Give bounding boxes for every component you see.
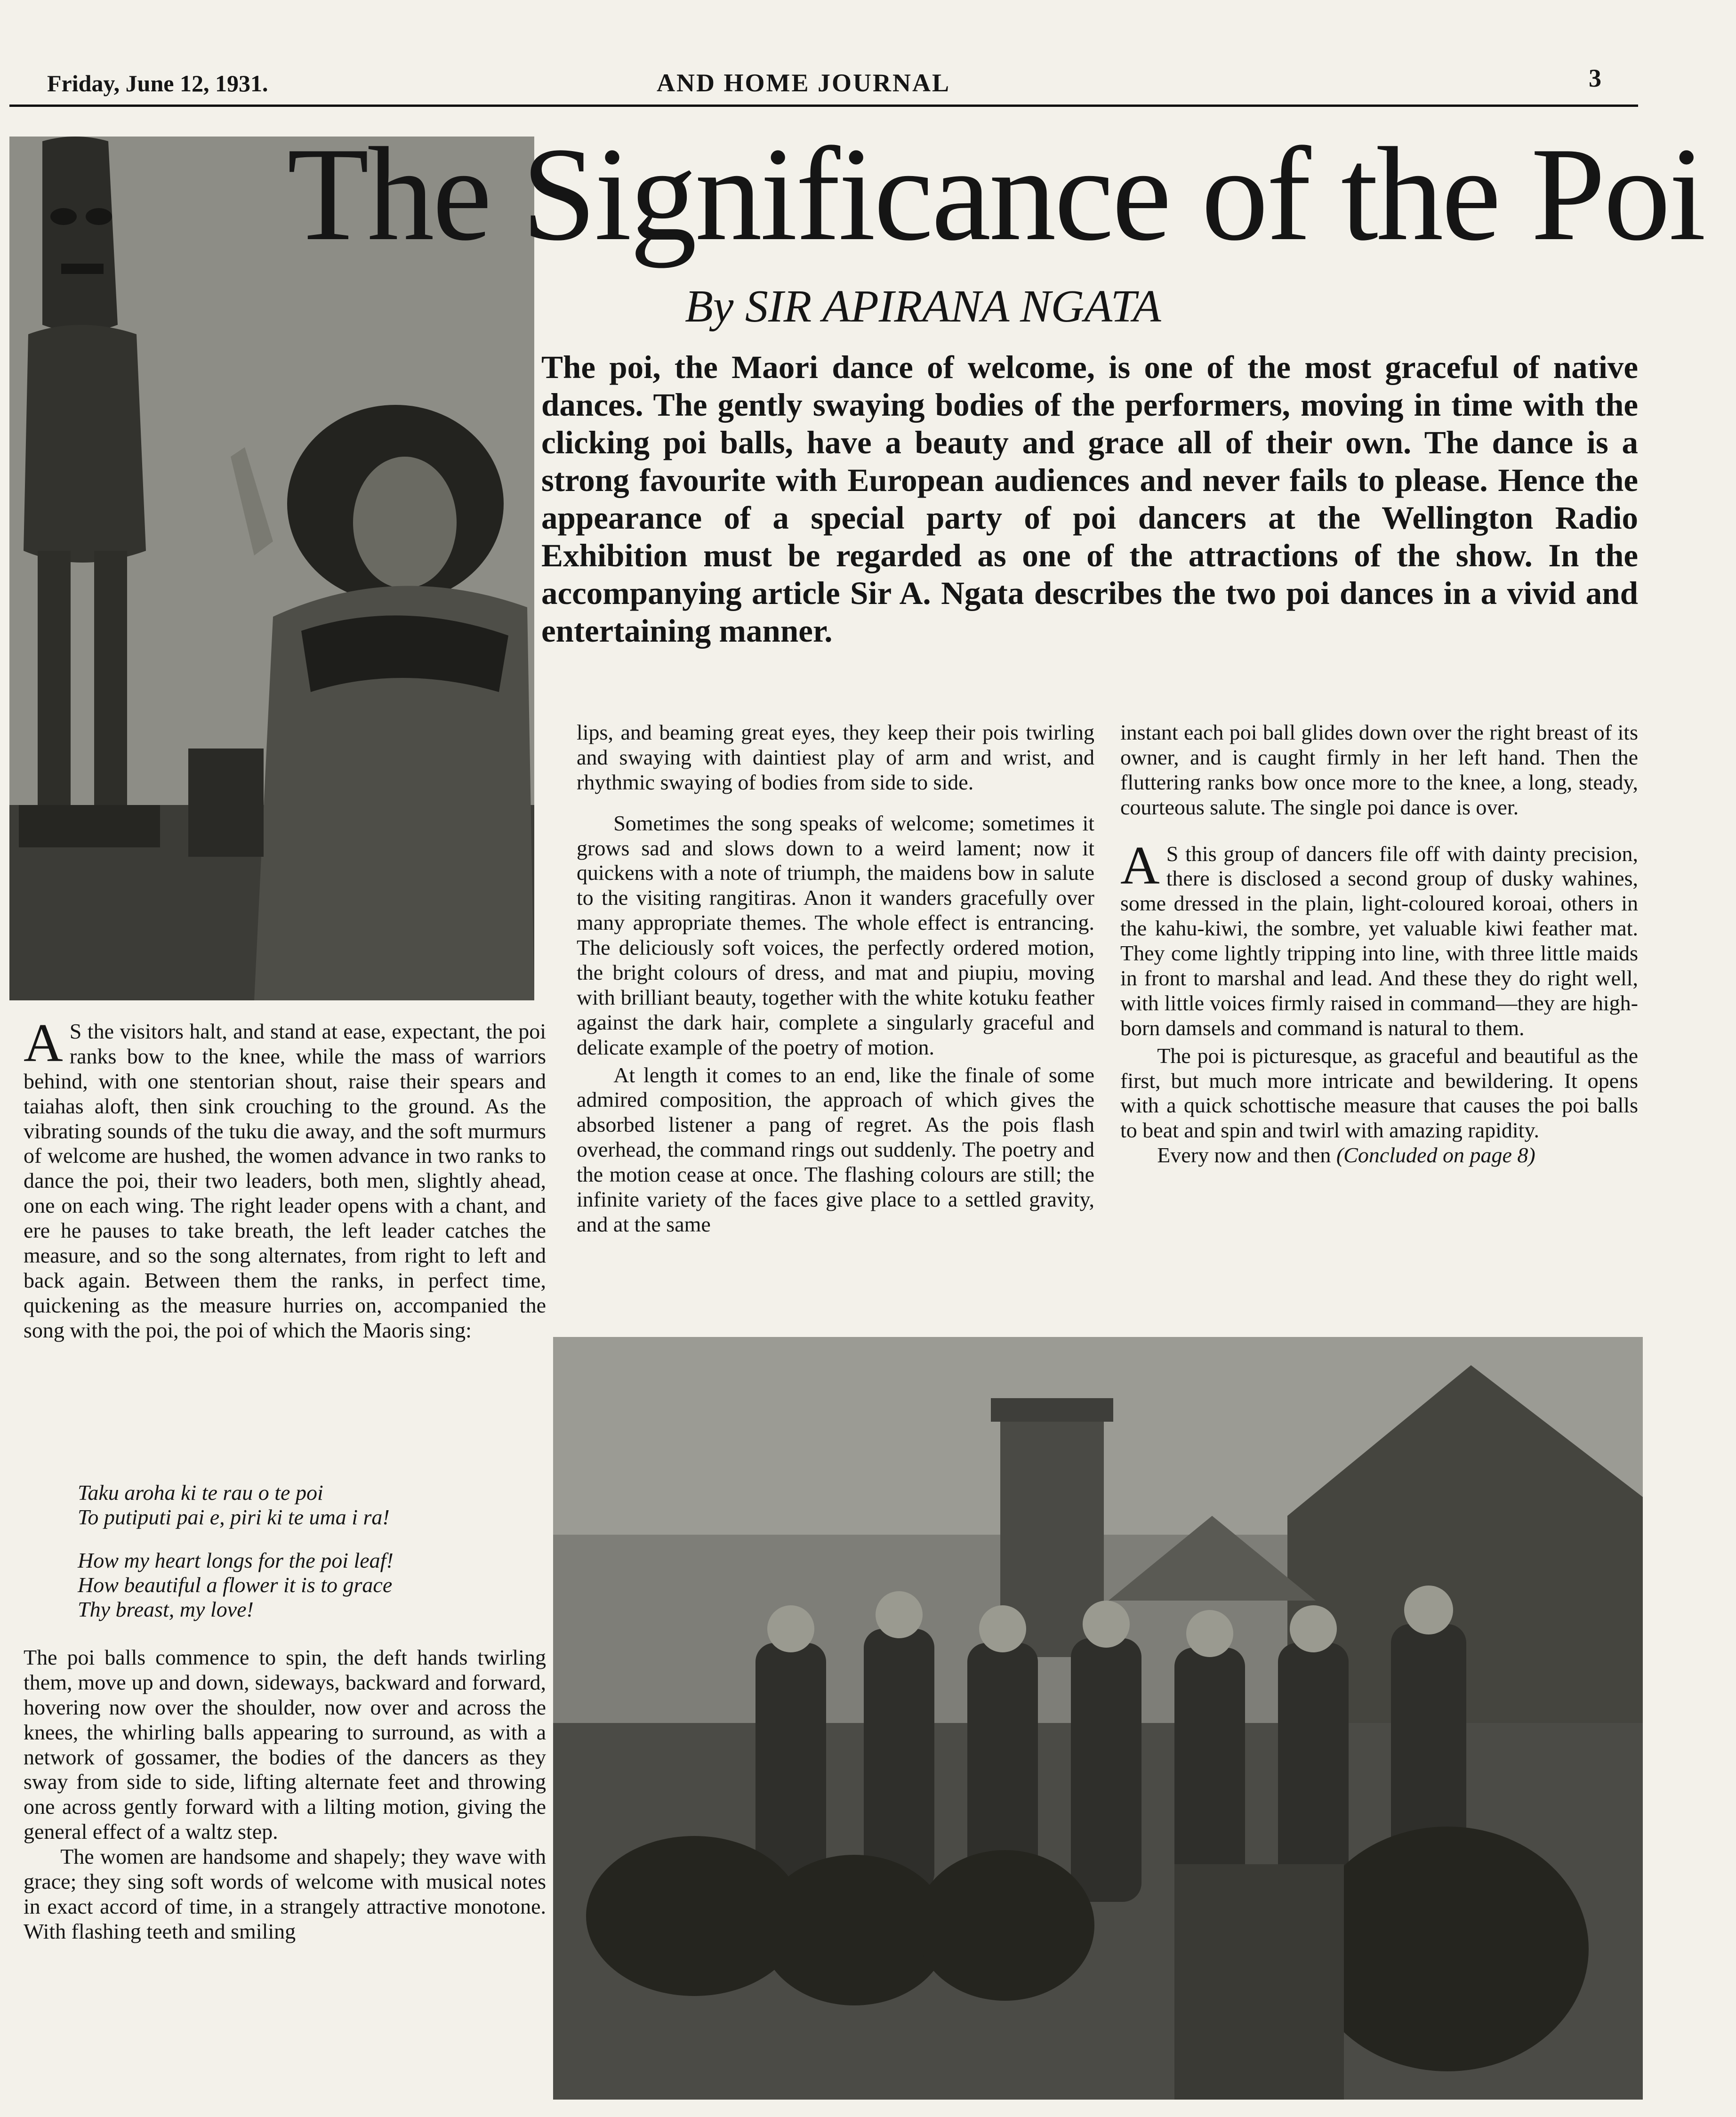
verse-line: How beautiful a flower it is to grace [78,1572,393,1597]
body-column-1-continued [24,1645,546,1944]
header-rule [9,105,1638,107]
verse-maori [78,1481,548,1529]
col3-paragraph-1: instant each poi ball glides down over the right breast of its owner, and is caught firmly in her left hand. Then the fluttering ranks bow once more to the knee, a long, steady, courteous salute. The single poi dance is over. [1120,720,1638,819]
poi-dancers-group-photo [553,1337,1643,2100]
col2-paragraph-2: Sometimes the song speaks of welcome; sometimes it grows sad and slows down to a weird lament; now it quickens with a note of triumph, the maidens bow in salute to the visiting rangitiras. Anon it wanders gracefully over many appropriate themes. The whole effect is entrancing. The deliciously soft voices, the perfectly ordered motion, the bright colours of dress, and mat and piupiu, moving with brilliant beauty, together with the white kotuku feather against the dark hair, complete a singularly graceful and delicate example of the poetry of motion. [577,811,1094,1059]
article-intro: The poi, the Maori dance of welcome, is one of the most graceful of native dances. The gently swaying bodies of the performers, moving in time with the clicking poi balls, have a beauty and grace all of their own. The dance is a strong favourite with European audiences and never fails to please. Hence the appearance of a special party of poi dancers at the Wellington Radio Exhibition must be regarded as one of the attractions of the show. In the accompanying article Sir A. Ngata describes the two poi dances in a vivid and entertaining manner. [541,349,1638,649]
col1-p1-text: S the visitors halt, and stand at ease, expectant, the poi ranks bow to the knee, while the mass of warriors behind, with one stentorian shout, raise their spears and taiahas aloft, then sink crouching to the ground. As the vibrating sounds of the tuku die away, and the soft murmurs of welcome are hushed, the women advance in two ranks to dance the poi, their two leaders, both men, slightly ahead, one on each wing. The right leader opens with a chant, and ere he pauses to take breath, the left leader catches the measure, and so the song alternates, from right to left and back again. Between them the ranks, in perfect time, quickening as the measure hurries on, accompanied the song with the poi, the poi of which the Maoris sing: [24,1019,546,1342]
verse-line: How my heart longs for the poi leaf! [78,1548,394,1572]
page-number: 3 [1589,64,1601,92]
col1b-paragraph-1: The poi balls commence to spin, the deft hands twirling them, move up and down, sideways, backward and forward, hovering now over the shoulder, now over and across the knees, the whirling balls appearing to surround, as with a network of gossamer, the bodies of the dancers as they sway from side to side, lifting alternate feet and throwing one across gently forward with a lilting motion, giving the general effect of a waltz step. [24,1645,546,1844]
poi-song-verse [78,1481,548,1622]
verse-english [78,1548,548,1622]
col2-paragraph-3: At length it comes to an end, like the finale of some admired composition, the approach of which gives the absorbed listener a pang of regret. As the pois flash overhead, the command rings out suddenly. The poetry and the motion cease at once. The flashing colours are still; the infinite variety of the faces give place to a settled gravity, and at the same [577,1063,1094,1236]
col2-paragraph-1: lips, and beaming great eyes, they keep their pois twirling and swaying with daintiest play of arm and wrist, and rhythmic swaying of bodies from side to side. [577,720,1094,794]
article-title: The Significance of the Poi [287,120,1704,268]
page-date: Friday, June 12, 1931. [47,70,268,97]
body-column-3 [1120,720,1638,1168]
group-photo-illustration [553,1337,1643,2100]
drop-cap: A [1120,835,1160,896]
journal-name: AND HOME JOURNAL [657,69,950,97]
col3-p2-text: S this group of dancers file off with dainty precision, there is disclosed a second group of dusky wahines, some dressed in the plain, light-coloured koroai, others in the kahu-kiwi, the sombre, yet valuable kiwi feather mat. They come lightly tripping into line, with three little maids in front to marshal and lead. And these they do right well, with little voices firmly raised in command—they are high-born damsels and command is natural to them. [1120,841,1638,1040]
col3-paragraph-2 [1120,835,1638,1041]
article-byline: By SIR APIRANA NGATA [685,281,1161,332]
col3-paragraph-4 [1120,1143,1638,1168]
col1b-paragraph-2: The women are handsome and shapely; they wave with grace; they sing soft words of welcome with musical notes in exact accord of time, in a strangely attractive monotone. With flashing teeth and smiling [24,1844,546,1943]
col3-paragraph-3: The poi is picturesque, as graceful and beautiful as the first, but much more intricate and bewildering. It opens with a quick schottische measure that causes the poi balls to beat and spin and twirl with amazing rapidity. [1120,1043,1638,1143]
drop-cap: A [24,1013,63,1073]
continuation-note: (Concluded on page 8) [1336,1143,1535,1167]
col1-paragraph [24,1013,546,1343]
verse-line: Thy breast, my love! [78,1597,254,1621]
verse-line: Taku aroha ki te rau o te poi [78,1481,323,1505]
verse-line: To putiputi pai e, piri ki te uma i ra! [78,1505,390,1529]
body-column-2 [577,720,1094,1237]
col3-p4-text: Every now and then [1157,1143,1331,1167]
body-column-1 [24,1013,546,1343]
